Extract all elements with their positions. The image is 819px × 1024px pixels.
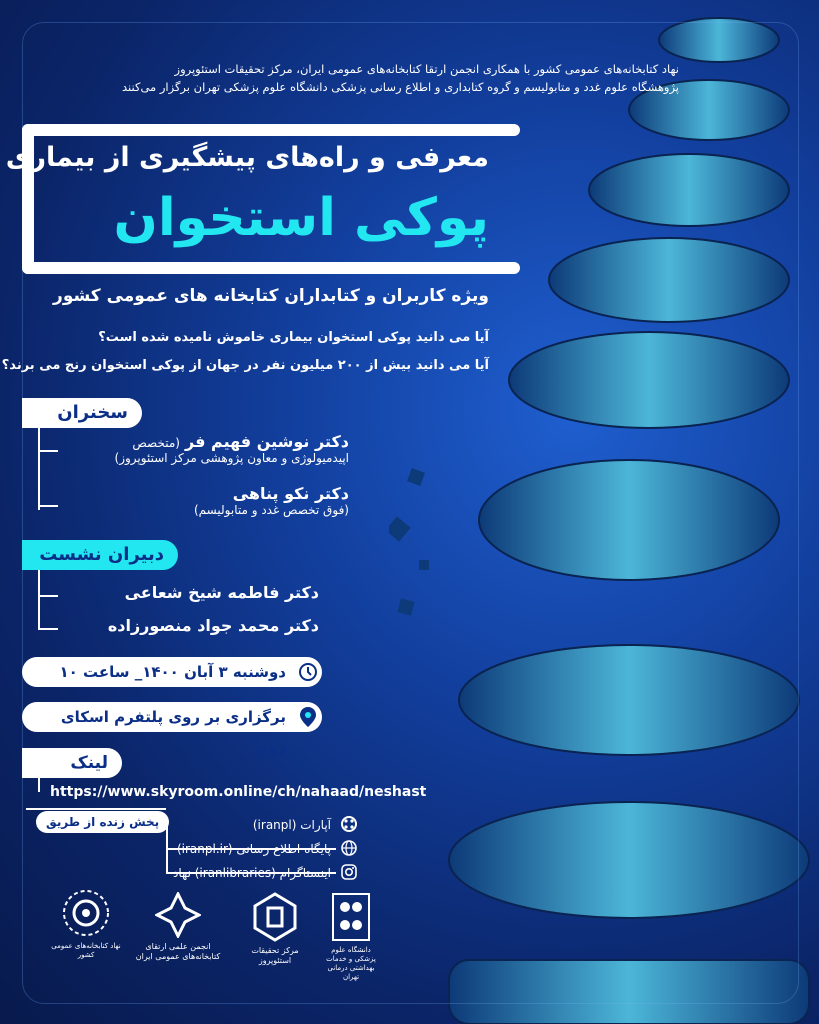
speaker-1-role: اپیدمیولوژی و معاون پژوهشی مرکز استئوپروز) [114,451,349,465]
speakers-branch-2 [38,505,58,507]
venue-pill [22,702,322,756]
secretaries-heading: دبیران نشست [22,540,178,570]
intro-text [122,60,679,96]
date-pill [22,657,322,687]
question-2: آیا می دانید بیش از ۲۰۰ میلیون نفر در جهان از پوکی استخوان رنج می برند؟ [1,358,489,373]
tehran-university-logo [322,892,380,982]
venue-text: برگزاری بر روی پلتفرم اسکای روم [60,708,286,756]
link-url[interactable]: https://www.skyroom.online/ch/nahaad/neshast [50,784,427,800]
clock-icon [298,662,318,682]
secretary-1: دکتر فاطمه شیخ شعاعی [124,583,319,602]
live-item-aparat[interactable]: آپارات (iranpl) [252,818,331,832]
instagram-icon [340,863,358,881]
library-association-emblem-icon [155,892,201,938]
question-1: آیا می دانید پوکی استخوان بیماری خاموش نامیده شده است؟ [98,330,489,345]
public-libraries-logo [48,888,124,960]
date-text: دوشنبه ۳ آبان ۱۴۰۰_ ساعت ۱۰ [59,663,286,681]
osteoporosis-center-emblem-icon [253,892,297,942]
speaker-2 [194,484,349,517]
title-line-1: معرفی و راه‌های پیشگیری از بیماری [5,142,489,173]
osteoporosis-center-caption: مرکز تحقیقات استئوپروز [251,946,299,965]
tehran-university-emblem-icon [331,892,371,942]
speaker-1-name: دکتر نوشین فهیم فر [185,432,349,451]
public-libraries-caption: نهاد کتابخانه‌های عمومی کشور [51,942,121,959]
link-heading: لینک [22,748,122,778]
live-item-website[interactable]: پایگاه اطلاع رسانی (iranpl.ir) [176,842,331,856]
secretaries-tree [38,570,40,630]
library-association-logo [128,892,228,962]
secretary-2: دکتر محمد جواد منصورزاده [107,616,319,635]
globe-icon [340,839,358,857]
live-tree [166,822,168,872]
speaker-1 [115,432,349,465]
speakers-heading: سخنران [22,398,142,428]
title-frame-top [22,124,520,136]
speakers-tree [38,428,40,510]
location-pin-icon [298,706,318,728]
intro-line-1: نهاد کتابخانه‌های عمومی کشور با همکاری انجمن ارتقا کتابخانه‌های عمومی ایران، مرکز تحقیقات استئوپروز [174,62,679,76]
library-association-caption: انجمن علمی ارتقای کتابخانه‌های عمومی ایران [135,942,221,961]
live-heading: پخش زنده از طریق [36,811,169,833]
speaker-1-role-prefix: (متخصص [132,436,180,450]
aparat-icon [340,815,358,833]
title-frame-bottom [22,262,520,274]
public-libraries-emblem-icon [61,888,111,938]
speakers-branch-1 [38,450,58,452]
subtitle: ویژه کاربران و کتابداران کتابخانه های عمومی کشور [53,286,489,306]
live-divider [26,808,166,810]
link-tree [38,778,40,792]
intro-line-2: پژوهشگاه علوم غدد و متابولیسم و گروه کتابداری و اطلاع رسانی پزشکی دانشگاه علوم پزشکی تهران برگزار می‌کنند [122,80,679,94]
speaker-2-role: (فوق تخصص غدد و متابولیسم) [194,503,349,517]
title-line-2: پوکی استخوان [113,188,489,248]
secretaries-branch-2 [38,628,58,630]
osteoporosis-center-logo [238,892,312,966]
live-item-instagram[interactable]: اینستاگرام (iranlibraries) نهاد [173,866,331,880]
speaker-2-name: دکتر نکو پناهی [232,484,349,503]
tehran-university-caption: دانشگاه علوم پزشکی و خدمات بهداشتی درمانی تهران [326,946,376,981]
secretaries-branch-1 [38,595,58,597]
